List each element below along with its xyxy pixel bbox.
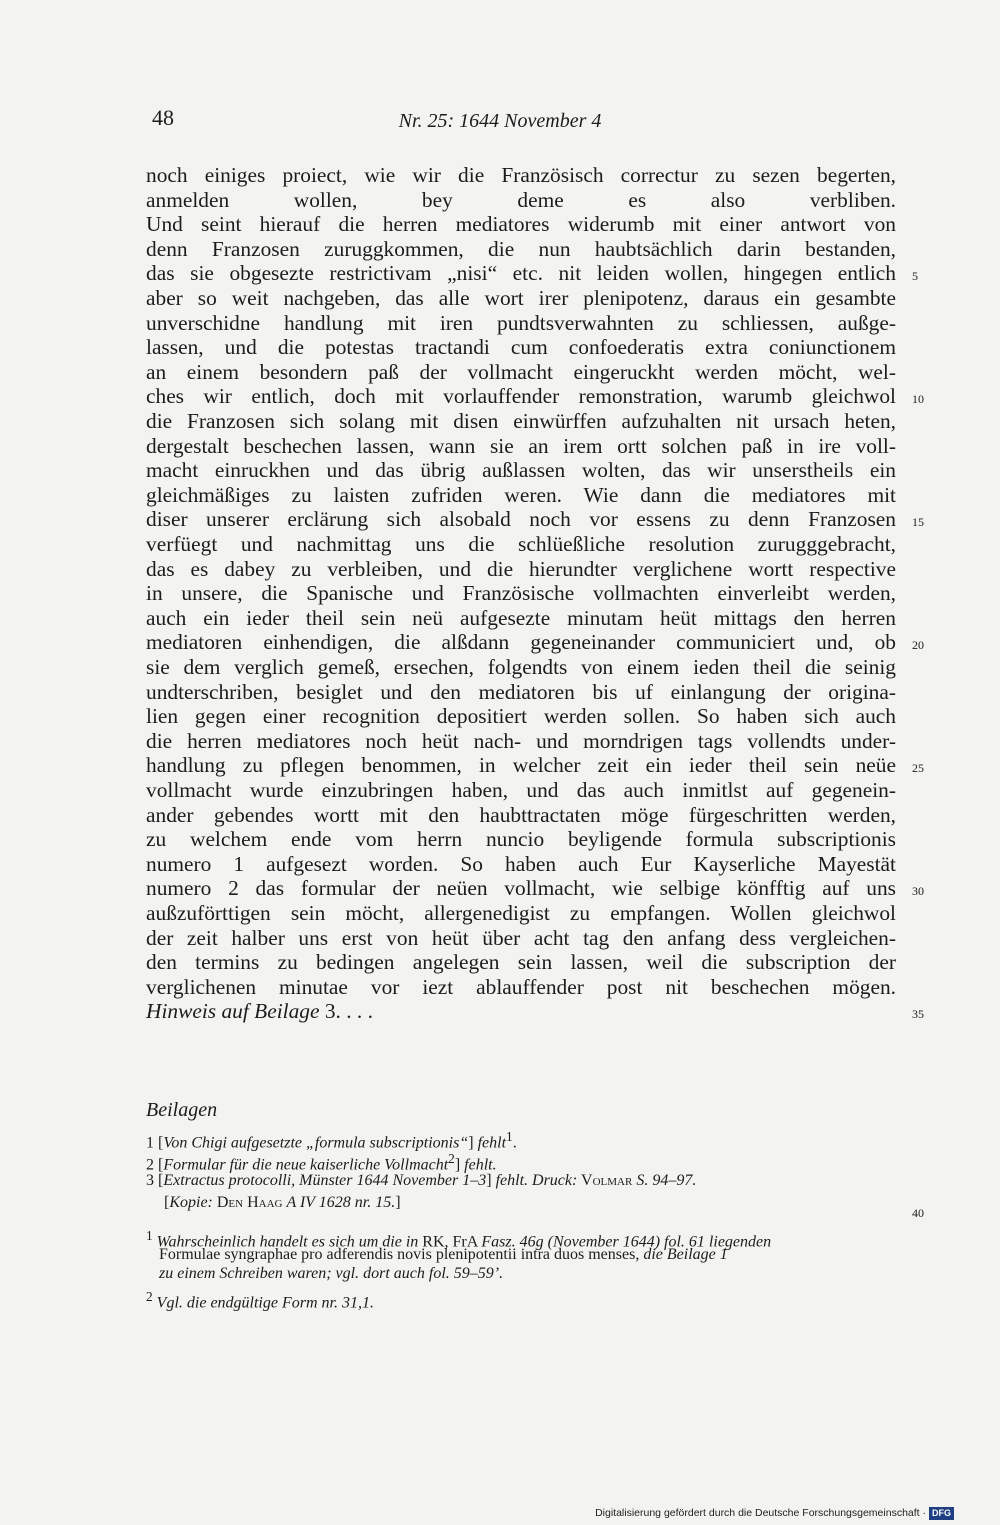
- body-line: den termins zu bedingen angelegen sein lassen, weil die subscription der: [146, 950, 896, 975]
- dfg-footer: [595, 1506, 954, 1520]
- body-line: die herren mediatores noch heüt nach- und morndrigen tags vollendts under-: [146, 728, 896, 753]
- archive-name: Den Haag: [212, 1194, 287, 1211]
- bracket: [: [164, 1194, 170, 1211]
- footnote-mark: 2: [146, 1289, 153, 1304]
- bracket: ]: [486, 1172, 496, 1189]
- body-line: auch ein ieder theil sein neü aufgesezte minutam heüt mittags den herren: [146, 605, 896, 630]
- bracket: ]: [454, 1156, 465, 1174]
- page-ref: S. 94–97.: [636, 1172, 697, 1189]
- footnote-ref: 1: [506, 1129, 513, 1144]
- margin-line-number: 35: [912, 1007, 924, 1022]
- bracket: ]: [395, 1194, 401, 1211]
- beilage-status: fehlt: [477, 1134, 507, 1152]
- margin-line-number: 30: [912, 884, 924, 899]
- footnote-1-line-3: [159, 1264, 503, 1283]
- editorial-note: Hinweis auf Beilage: [146, 999, 320, 1024]
- body-line: verglichenen minutae vor iezt ablauffender post nit beschechen mögen.: [146, 974, 896, 999]
- body-line: numero 2 das formular der neüen vollmacht, wie selbige könfftig auf uns: [146, 876, 896, 901]
- margin-line-number: 25: [912, 761, 924, 776]
- footnote-text: die Beilage 1: [643, 1246, 728, 1263]
- beilage-number: 1: [146, 1134, 154, 1152]
- body-line: handlung zu pflegen benommen, in welcher zeit ein ieder theil sein neüe: [146, 753, 896, 778]
- footnote-text: Vgl. die endgültige Form nr. 31,1.: [156, 1294, 374, 1312]
- page-number: 48: [152, 105, 174, 130]
- footnote-text: RK, FrA: [418, 1233, 482, 1251]
- body-line: das sie obgesezte restrictivam „nisi“ etc. nit leiden wollen, hingegen entlich: [146, 261, 896, 286]
- body-line: in unsere, die Spanische und Französische vollmachten einverleibt werden,: [146, 581, 896, 606]
- body-line: ander gebendes wortt mit den haubttractaten möge fürgeschritten werden,: [146, 802, 896, 827]
- body-line: diser unserer erclärung sich alsobald noch vor essens zu denn Franzosen: [146, 507, 896, 532]
- beilagen-heading: Beilagen: [146, 1099, 218, 1121]
- body-line: macht einruckhen und das übrig außlassen wolten, das wir unserstheils ein: [146, 458, 896, 483]
- bracket: [: [158, 1156, 164, 1174]
- beilage-status: fehlt.: [464, 1156, 497, 1174]
- body-line: Und seint hierauf die herren mediatores widerumb mit einer antwort von: [146, 212, 896, 237]
- editorial-note-rest: 3. . . .: [319, 999, 373, 1024]
- footnote-mark: 1: [146, 1228, 153, 1243]
- body-line: die Franzosen sich solang mit disen einwürffen aufzuhalten nit ursach heten,: [146, 409, 896, 433]
- body-line: außzuförttigen sein möcht, allergenedigist zu empfangen. Wollen gleichwol: [146, 901, 896, 925]
- dfg-logo-icon: DFG: [929, 1507, 954, 1520]
- beilage-status: fehlt. Druck:: [495, 1172, 578, 1189]
- punct: .: [512, 1134, 517, 1152]
- body-line: unverschidne handlung mit iren pundtsverwahnten zu schliessen, außge-: [146, 310, 896, 335]
- body-line: lassen, und die potestas tractandi cum confoederatis extra coniunctionem: [146, 335, 896, 360]
- body-line: das es dabey zu verbleiben, und die hierundter verglichene wortt respective: [146, 556, 896, 581]
- source-name: Volmar: [577, 1172, 637, 1189]
- footnote-ref: 2: [448, 1151, 455, 1166]
- body-line: lien gegen einer recognition depositiert werden sollen. So haben sich auch: [146, 704, 896, 729]
- body-line: noch einiges proiect, wie wir die Französisch correctur zu sezen begerten,: [146, 163, 896, 187]
- body-line: numero 1 aufgesezt worden. So haben auch Eur Kayserliche Mayestät: [146, 851, 896, 876]
- body-line: der zeit halber uns erst von heüt über acht tag den anfang dess vergleichen-: [146, 925, 896, 950]
- body-line: verfüegt und nachmittag uns die schlüeßliche resolution zurugggebracht,: [146, 532, 896, 556]
- body-line: an einem besondern paß der vollmacht eingeruckht werden möcht, wel-: [146, 359, 896, 384]
- footer-text: Digitalisierung gefördert durch die Deutsche Forschungsgemeinschaft ·: [595, 1507, 926, 1519]
- footnote-text: Formulae syngraphae pro adferendis novis plenipotentii intra duos menses,: [159, 1246, 644, 1263]
- bracket: ]: [468, 1134, 478, 1152]
- footnote-text: zu einem Schreiben waren; vgl. dort auch fol. 59–59’.: [159, 1265, 504, 1282]
- archive-ref: A IV 1628 nr. 15.: [286, 1194, 396, 1211]
- body-line: dergestalt beschechen lassen, wann sie an irem ortt solchen paß in ire voll-: [146, 433, 896, 458]
- margin-line-number: 5: [912, 269, 918, 284]
- beilage-title: Extractus protocolli, Münster 1644 November 1–3: [163, 1172, 487, 1189]
- body-line: aber so weit nachgeben, das alle wort irer plenipotenz, daraus ein gesambte: [146, 286, 896, 310]
- margin-line-number: 20: [912, 638, 924, 653]
- beilage-title: Formular für die neue kaiserliche Vollmacht: [163, 1156, 449, 1174]
- beilage-number: 2: [146, 1156, 154, 1174]
- body-line: anmelden wollen, bey deme es also verbliben.: [146, 187, 896, 212]
- beilage-number: 3: [146, 1172, 154, 1189]
- body-line: undterschriben, besiglet und den mediatoren bis uf einlangung der origina-: [146, 679, 896, 704]
- body-line: sie dem verglich gemeß, ersechen, folgendts von einem ieden theil die seinig: [146, 655, 896, 679]
- margin-line-number: 10: [912, 392, 924, 407]
- body-line: denn Franzosen zuruggkommen, die nun haubtsächlich darin bestanden,: [146, 236, 896, 261]
- running-title: Nr. 25: 1644 November 4: [398, 110, 602, 132]
- body-line-last: [146, 998, 896, 1024]
- copy-label: Kopie:: [169, 1194, 213, 1211]
- footnote-1-line-2: [159, 1245, 728, 1264]
- beilage-item-3: [146, 1171, 696, 1191]
- bracket: [: [158, 1172, 164, 1189]
- footnote-2: [146, 1287, 374, 1312]
- margin-line-number: 15: [912, 515, 924, 530]
- beilage-item-3-copy: [164, 1193, 401, 1213]
- body-line: zu welchem ende vom herrn nuncio beyligende formula subscriptionis: [146, 827, 896, 852]
- footnote-text: Fasz. 46g (November 1644) fol. 61 liegenden: [481, 1233, 772, 1251]
- body-line: mediatoren einhendigen, die alßdann gegeneinander communiciert und, ob: [146, 630, 896, 655]
- bracket: [: [158, 1134, 164, 1152]
- beilage-title: Von Chigi aufgesetzte „formula subscriptionis“: [163, 1134, 469, 1152]
- footnote-text: Wahrscheinlich handelt es sich um die in: [156, 1233, 419, 1251]
- body-line: ches wir entlich, doch mit vorlauffender remonstration, warumb gleichwol: [146, 384, 896, 409]
- body-line: vollmacht wurde einzubringen haben, und das auch inmitlst auf gegenein-: [146, 778, 896, 802]
- margin-line-number: 40: [912, 1206, 924, 1220]
- body-line: gleichmäßiges zu laisten zufriden weren. Wie dann die mediatores mit: [146, 482, 896, 507]
